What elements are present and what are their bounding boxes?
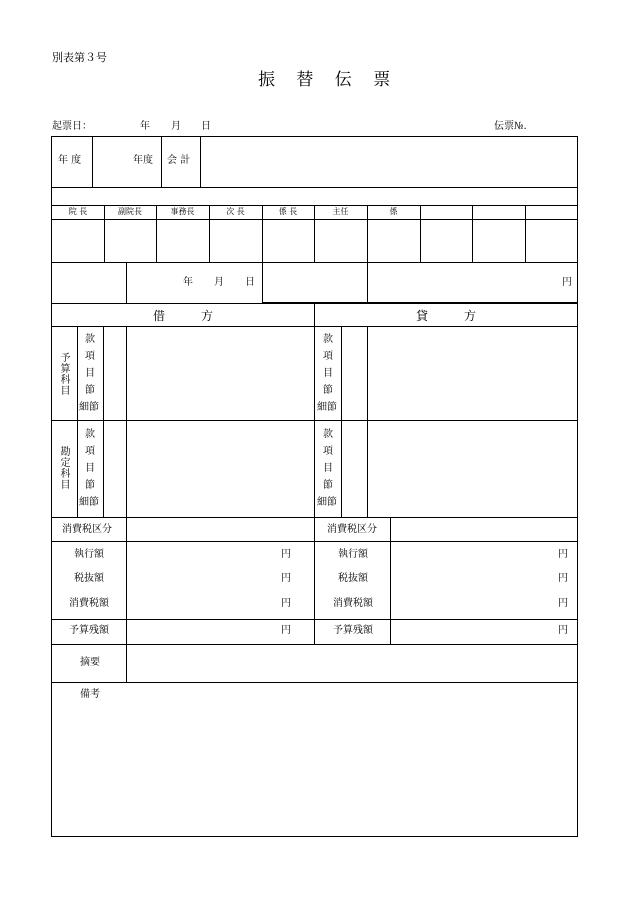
credit-tax-category-label: 消費税区分 <box>327 524 377 535</box>
credit-execution-label: 執行額 <box>338 549 368 560</box>
credit-header: 貸 方 <box>415 309 476 323</box>
credit-account-kan: 款 <box>323 429 333 440</box>
budget-subject-label: 予算科目 <box>58 352 69 396</box>
debit-tax-excluded-label: 税抜額 <box>74 573 104 584</box>
approval-vice-director: 副院長 <box>118 207 142 216</box>
debit-budget-kan: 款 <box>85 334 95 345</box>
approval-staff: 係 <box>389 207 398 216</box>
approval-director: 院 長 <box>68 207 88 216</box>
debit-budget-saisetsu: 細節 <box>79 402 99 413</box>
debit-budget-moku: 目 <box>85 368 95 379</box>
credit-budget-remaining-yen: 円 <box>558 625 568 636</box>
issue-month-label: 月 <box>171 121 181 132</box>
credit-budget-saisetsu: 細節 <box>317 402 337 413</box>
debit-consumption-tax-yen: 円 <box>281 598 291 609</box>
debit-budget-kou: 項 <box>85 351 95 362</box>
slip-no-label: 伝票№. <box>494 121 527 132</box>
approval-deputy: 次 長 <box>226 207 245 216</box>
remarks-label: 備考 <box>80 689 100 700</box>
credit-account-setsu: 節 <box>323 480 333 491</box>
page-title: 振 替 伝 票 <box>258 70 399 90</box>
debit-budget-remaining-label: 予算残額 <box>69 625 109 636</box>
credit-budget-moku: 目 <box>323 368 333 379</box>
issue-year-label: 年 <box>140 121 150 132</box>
nendo-suffix: 年度 <box>133 155 153 166</box>
credit-account-moku: 目 <box>323 463 333 474</box>
debit-header: 借 方 <box>152 309 213 323</box>
credit-budget-kou: 項 <box>323 351 333 362</box>
credit-account-saisetsu: 細節 <box>317 497 337 508</box>
credit-tax-excluded-label: 税抜額 <box>338 573 368 584</box>
debit-account-setsu: 節 <box>85 480 95 491</box>
credit-execution-yen: 円 <box>558 549 568 560</box>
date-day-label: 日 <box>245 277 255 288</box>
debit-budget-setsu: 節 <box>85 385 95 396</box>
credit-budget-setsu: 節 <box>323 385 333 396</box>
approval-admin-director: 事務長 <box>170 207 195 216</box>
debit-account-kan: 款 <box>85 429 95 440</box>
summary-field[interactable] <box>127 645 577 682</box>
date-month-label: 月 <box>214 277 224 288</box>
debit-tax-category-label: 消費税区分 <box>62 524 112 535</box>
credit-consumption-tax-yen: 円 <box>558 598 568 609</box>
credit-tax-excluded-yen: 円 <box>558 573 568 584</box>
issue-day-label: 日 <box>201 121 211 132</box>
remarks-field[interactable] <box>53 704 576 835</box>
credit-account-kou: 項 <box>323 446 333 457</box>
credit-budget-remaining-label: 予算残額 <box>333 625 373 636</box>
nendo-label: 年 度 <box>58 155 82 166</box>
debit-budget-remaining-yen: 円 <box>281 625 291 636</box>
credit-consumption-tax-label: 消費税額 <box>333 598 373 609</box>
date-year-label: 年 <box>183 277 193 288</box>
debit-execution-label: 執行額 <box>74 549 104 560</box>
debit-tax-excluded-yen: 円 <box>281 573 291 584</box>
debit-consumption-tax-label: 消費税額 <box>69 598 109 609</box>
debit-execution-yen: 円 <box>281 549 291 560</box>
form-number: 別表第３号 <box>52 51 107 64</box>
account-subject-label: 勘定科目 <box>58 446 69 490</box>
approval-chief: 主任 <box>332 207 349 216</box>
debit-account-kou: 項 <box>85 446 95 457</box>
approval-section-chief: 係 長 <box>278 207 298 216</box>
issue-date-label: 起票日： <box>52 121 92 132</box>
credit-budget-kan: 款 <box>323 334 333 345</box>
debit-account-saisetsu: 細節 <box>79 497 99 508</box>
summary-label: 摘要 <box>80 657 100 668</box>
total-amount-box[interactable] <box>262 262 578 303</box>
total-yen-label: 円 <box>562 277 572 288</box>
debit-account-moku: 目 <box>85 463 95 474</box>
account-label: 会 計 <box>167 155 191 166</box>
